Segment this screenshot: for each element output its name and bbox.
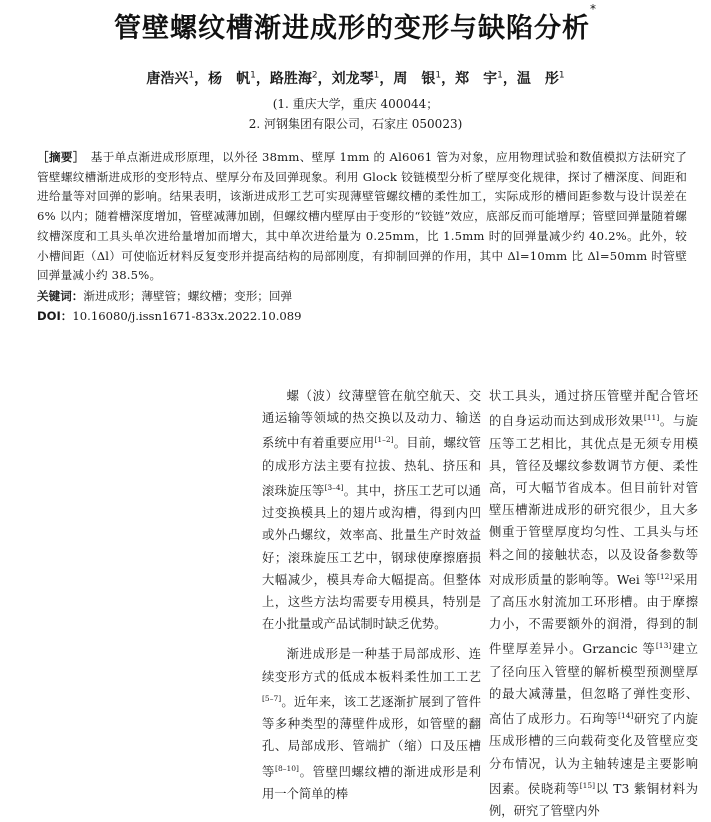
citation-ref: [12] — [656, 571, 673, 581]
keywords-text: 渐进成形；薄壁管；螺纹槽；变形；回弹 — [83, 289, 293, 303]
author-name: 唐浩兴 — [146, 71, 189, 87]
citation-ref: [3–4] — [324, 482, 344, 492]
doi — [37, 308, 687, 324]
author-affiliation-mark: 1 — [558, 70, 565, 81]
citation-ref: [14] — [618, 711, 634, 721]
title-footnote-mark: * — [590, 2, 597, 16]
body-paragraph: 渐进成形是一种基于局部成形、连续变形方式的低成本板料柔性加工工艺[5–7]。近年来，该工艺逐渐扩展到了管件等多种类型的薄壁件成形，如管壁的翻孔、局部成形、管端扩（缩）口及压槽等[8–10]。管壁凹螺纹槽的渐进成形是利用一个简单的棒 — [262, 647, 481, 801]
citation-ref: [15] — [579, 780, 596, 790]
author-affiliation-mark: 1 — [188, 70, 195, 81]
paper-title — [0, 2, 711, 45]
author-name: 杨 帆 — [208, 71, 251, 87]
body-paragraph: 螺（波）纹薄壁管在航空航天、交通运输等领域的热交换以及动力、输送系统中有着重要应用[1–2]。目前，螺纹管的成形方法主要有拉拔、热轧、挤压和滚珠旋压等[3–4]。其中，挤压工艺可以通过变换模具上的翅片或沟槽，得到内凹或外凸螺纹，效率高、批量生产时效益好；滚珠旋压工艺中，钢球使摩擦磨损大幅减少，模具寿命大幅提高。但整体上，这些方法均需要专用模具，特别是在小批量或产品试制时缺乏优势。 — [262, 389, 481, 632]
body-paragraph: 状工具头，通过挤压管壁并配合管坯的自身运动而达到成形效果[11]。与旋压等工艺相比，其优点是无须专用模具，管径及螺纹参数调节方便、柔性高，可大幅节省成本。但目前针对管壁压槽渐进成形的研究很少，且大多侧重于管壁厚度均匀性、工具头与坯料之间的接触状态，以及设备参数等对成形质量的影响等。Wei 等[12]采用了高压水射流加工环形槽。由于摩擦力小，不需要额外的润滑，得到的制件壁厚差异小。Grzancic 等[13]建立了径向压入管壁的解析模型预测壁厚的最大减薄量，但忽略了弹性变形、高估了成形力。石珣等[14]研究了内旋压成形槽的三向载荷变化及管壁应变分布情况，认为主轴转速是主要影响因素。侯晓莉等[15]以 T3 紫铜材料为例，研究了管壁内外 — [489, 389, 698, 819]
abstract-text: 基于单点渐进成形原理，以外径 38mm、壁厚 1mm 的 Al6061 管为对象，应用物理试验和数值模拟方法研究了管壁螺纹槽渐进成形的变形特点、壁厚分布及回弹现象。利用 Glock 铰链模型分析了壁厚变化规律，探讨了槽深度、间距和进给量等对回弹的影响。结果表明，该渐进成形工艺可实现薄壁管螺纹槽的柔性加工，实际成形的槽间距参数与设计误差在 6% 以内；随着槽深度增加，管壁减薄加剧，但螺纹槽内壁厚由于变形的“铰链”效应，底部反而可能增厚；管壁回弹量随着螺纹槽深度和工具头单次进给量增加而增大，其中单次进给量为 0.25mm，比 1.5mm 时的回弹量减少约 40.2%。此外，较小槽间距（Δl）可使临近材料反复变形并提高结构的局部刚度，有抑制回弹的作用，其中 Δl=10mm 比 Δl=50mm 时管壁回弹量减小约 38.5%。 — [37, 150, 687, 283]
keywords-label: 关键词： — [37, 289, 84, 303]
author-list: 唐浩兴$^1$，杨 帆$^1$，路胜海$^2$，刘龙琴$^1$，周 银$^1$，郑 宇$^1$，温 彤$^1$ — [146, 70, 565, 87]
abstract-label: ［摘要］ — [37, 150, 85, 164]
citation-ref: [13] — [655, 641, 672, 651]
affiliation-1: (1. 重庆大学，重庆 400044； — [272, 97, 439, 111]
citation-ref: [1–2] — [374, 435, 394, 445]
author-name: 温 彤 — [516, 71, 559, 87]
citation-ref: [11] — [643, 413, 660, 423]
abstract — [37, 148, 687, 286]
author-name: 路胜海 — [269, 71, 312, 87]
author-affiliation-mark: 2 — [311, 70, 318, 81]
doi-label: DOI： — [37, 309, 73, 323]
author-affiliation-mark: 1 — [435, 70, 442, 81]
author-affiliation-mark: 1 — [250, 70, 256, 81]
affiliation-2: 2. 河钢集团有限公司，石家庄 050023) — [248, 117, 463, 131]
body-column-left — [262, 385, 481, 805]
author-name: 郑 宇 — [455, 71, 498, 87]
doi-text: 10.16080/j.issn1671-833x.2022.10.089 — [72, 309, 302, 323]
author-affiliation-mark: 1 — [373, 70, 380, 81]
citation-ref: [5–7] — [262, 693, 282, 703]
citation-ref: [8–10] — [275, 763, 299, 773]
author-name: 周 银 — [393, 71, 436, 87]
author-affiliation-mark: 1 — [497, 70, 503, 81]
title-text: 管壁螺纹槽渐进成形的变形与缺陷分析 — [114, 13, 590, 44]
body-column-right — [489, 385, 698, 822]
author-name: 刘龙琴 — [331, 71, 374, 87]
keywords — [37, 288, 687, 304]
